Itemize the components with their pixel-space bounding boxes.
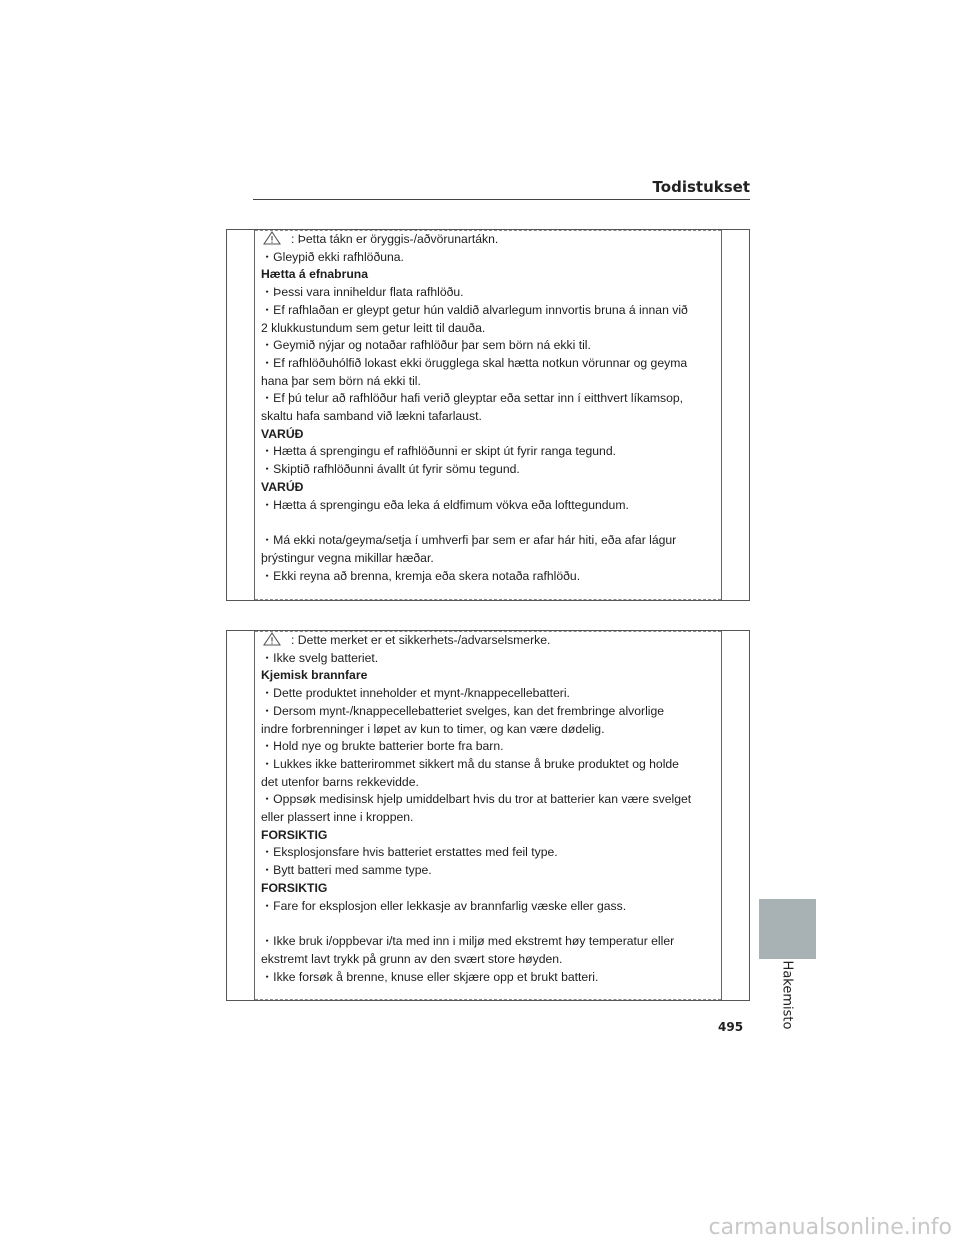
warning-line: 2 klukkustundum sem getur leitt til dauða. <box>261 320 486 335</box>
warning-heading: FORSIKTIG <box>261 827 328 842</box>
warning-line: þrýstingur vegna mikillar hæðar. <box>261 550 434 565</box>
warning-line: ・Geymið nýjar og notaðar rafhlöður þar sem börn ná ekki til. <box>261 338 591 353</box>
warning-line: ・Oppsøk medisinsk hjelp umiddelbart hvis du tror at batterier kan være svelget <box>261 792 692 807</box>
warning-line: ・Þessi vara inniheldur flata rafhlöðu. <box>261 285 464 300</box>
icelandic-warning-box <box>226 229 750 601</box>
warning-line: ・Ikke forsøk å brenne, knuse eller skjære opp et brukt batteri. <box>261 969 599 984</box>
warning-line: ・Dette produktet inneholder et mynt-/knappecellebatteri. <box>261 686 570 701</box>
icon-note-line <box>261 231 717 249</box>
warning-line: eller plassert inne i kroppen. <box>261 810 414 825</box>
warning-line: ・Dersom mynt-/knappecellebatteriet svelges, kan det frembringe alvorlige <box>261 703 665 718</box>
warning-heading: FORSIKTIG <box>261 880 328 895</box>
icon-note-text: : Þetta tákn er öryggis-/aðvörunartákn. <box>291 232 499 246</box>
warning-line: ・Ikke svelg batteriet. <box>261 650 379 665</box>
warning-line: ekstremt lavt trykk på grunn av den svært store høyden. <box>261 951 563 966</box>
warning-line: ・Ef rafhlöðuhólfið lokast ekki örugglega skal hætta notkun vörunnar og geyma <box>261 355 688 370</box>
warning-line: indre forbrenninger i løpet av kun to timer, og kan være dødelig. <box>261 721 605 736</box>
warning-line: hana þar sem börn ná ekki til. <box>261 373 421 388</box>
warning-line: ・Hætta á sprengingu ef rafhlöðunni er skipt út fyrir ranga tegund. <box>261 444 616 459</box>
warning-heading: VARÚÐ <box>261 426 304 441</box>
norwegian-warning-box <box>226 630 750 1001</box>
warning-triangle-icon <box>263 632 281 646</box>
warning-line: ・Gleypið ekki rafhlöðuna. <box>261 249 404 264</box>
warning-heading: Hætta á efnabruna <box>261 267 368 282</box>
icon-note-text: : Dette merket er et sikkerhets-/advarselsmerke. <box>291 633 551 647</box>
warning-line: det utenfor barns rekkevidde. <box>261 774 419 789</box>
warning-heading: VARÚÐ <box>261 479 304 494</box>
header-rule <box>253 199 750 200</box>
warning-line: ・Hætta á sprengingu eða leka á eldfimum vökva eða lofttegundum. <box>261 497 629 512</box>
warning-line: ・Bytt batteri med samme type. <box>261 863 432 878</box>
page-number: 495 <box>718 1020 744 1034</box>
section-side-label: Hakemisto <box>779 960 795 1030</box>
warning-triangle-icon <box>263 231 281 245</box>
warning-heading: Kjemisk brannfare <box>261 668 368 683</box>
warning-line: ・Fare for eksplosjon eller lekkasje av brannfarlig væske eller gass. <box>261 898 627 913</box>
icelandic-warning-frame <box>254 230 722 600</box>
warning-line: ・Lukkes ikke batterirommet sikkert må du stanse å bruke produktet og holde <box>261 756 679 771</box>
norwegian-warning-frame <box>254 631 722 1000</box>
warning-line: ・Ikke bruk i/oppbevar i/ta med inn i miljø med ekstremt høy temperatur eller <box>261 934 675 949</box>
norwegian-warning-content <box>261 632 717 986</box>
warning-line: skaltu hafa samband við lækni tafarlaust. <box>261 409 482 424</box>
warning-line: ・Ef þú telur að rafhlöður hafi verið gleyptar eða settar inn í eitthvert líkamsop, <box>261 391 684 406</box>
warning-line: ・Skiptið rafhlöðunni ávallt út fyrir sömu tegund. <box>261 462 520 477</box>
icelandic-warning-content <box>261 231 717 585</box>
icon-note-line <box>261 632 717 650</box>
warning-line: ・Ef rafhlaðan er gleypt getur hún valdið alvarlegum innvortis bruna á innan við <box>261 302 688 317</box>
warning-line: ・Ekki reyna að brenna, kremja eða skera notaða rafhlöðu. <box>261 568 581 583</box>
section-side-tab[interactable] <box>759 899 816 959</box>
page-header-title: Todistukset <box>652 178 750 196</box>
warning-line: ・Má ekki nota/geyma/setja í umhverfi þar sem er afar hár hiti, eða afar lágur <box>261 533 677 548</box>
warning-line: ・Eksplosjonsfare hvis batteriet erstattes med feil type. <box>261 845 558 860</box>
warning-line: ・Hold nye og brukte batterier borte fra barn. <box>261 739 504 754</box>
watermark: carmanualsonline.info <box>708 1215 952 1240</box>
